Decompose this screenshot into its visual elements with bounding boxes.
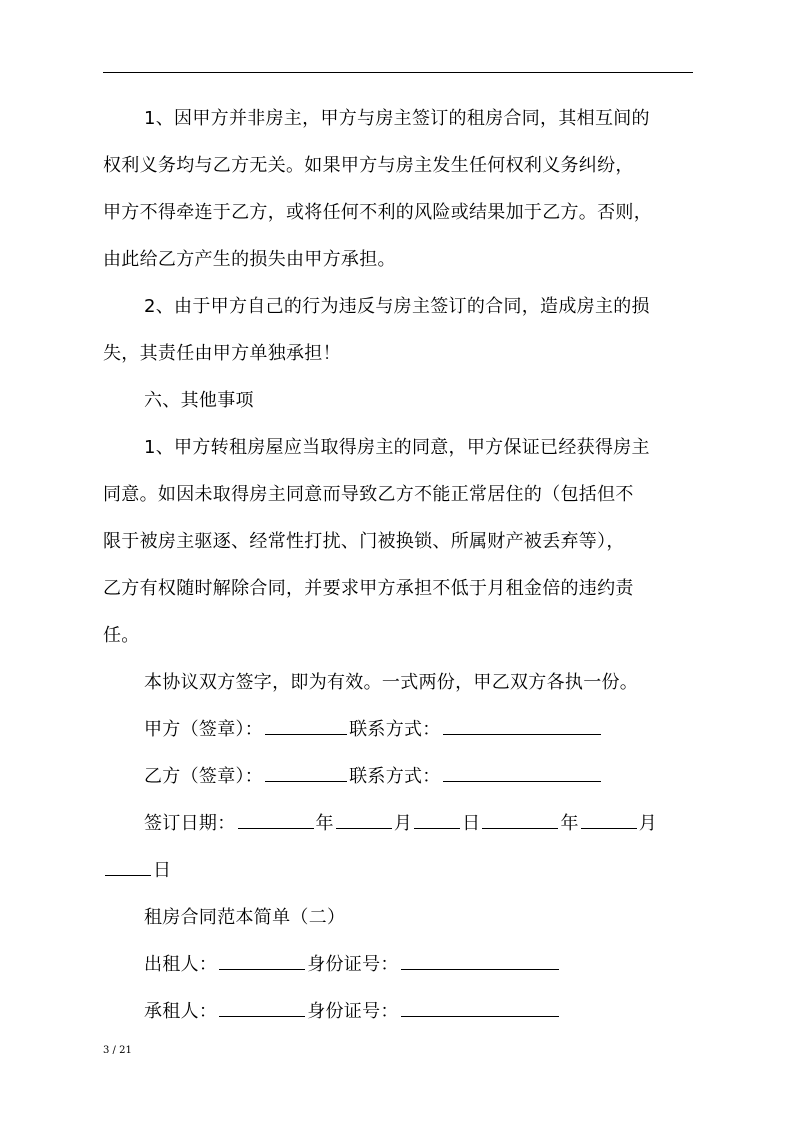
lessee-name-blank[interactable] xyxy=(219,1015,305,1017)
start-day-blank[interactable] xyxy=(414,827,460,829)
signing-date-continued xyxy=(103,847,693,894)
lessee-line xyxy=(103,988,693,1035)
section-6-line-2: 同意。如因未取得房主同意而导致乙方不能正常居住的（包括但不 xyxy=(103,484,634,505)
lessor-line xyxy=(103,941,693,988)
lessee-label: 承租人： xyxy=(144,1001,218,1022)
lessor-name-blank[interactable] xyxy=(219,968,305,970)
section-6-heading: 六、其他事项 xyxy=(144,390,254,411)
end-day-blank[interactable] xyxy=(105,874,151,876)
party-a-signature-line xyxy=(103,706,693,753)
header-rule xyxy=(103,72,693,73)
section-6-line-4: 乙方有权随时解除合同，并要求甲方承担不低于月租金倍的违约责 xyxy=(103,578,634,599)
section-6-line-1: 1、甲方转租房屋应当取得房主的同意，甲方保证已经获得房主 xyxy=(144,437,650,458)
party-a-contact-label: 联系方式： xyxy=(349,719,441,740)
clause-1-line-4: 由此给乙方产生的损失由甲方承担。 xyxy=(103,249,396,270)
section-6-line-3: 限于被房主驱逐、经常性打扰、门被换锁、所属财产被丢弃等）， xyxy=(103,531,625,552)
party-b-label: 乙方（签章）： xyxy=(144,766,264,787)
end-month-label: 月 xyxy=(638,813,658,834)
lessee-id-label: 身份证号： xyxy=(307,1001,399,1022)
end-day-label: 日 xyxy=(153,860,172,881)
clause-2-line-1: 2、由于甲方自己的行为违反与房主签订的合同，造成房主的损 xyxy=(144,296,650,317)
start-month-blank[interactable] xyxy=(336,827,392,829)
end-year-blank[interactable] xyxy=(482,827,558,829)
lessor-id-blank[interactable] xyxy=(401,968,559,970)
lessee-id-blank[interactable] xyxy=(401,1015,559,1017)
contract-2-title: 租房合同范本简单（二） xyxy=(144,907,346,928)
party-b-contact-label: 联系方式： xyxy=(349,766,441,787)
effective-statement: 本协议双方签字，即为有效。一式两份，甲乙双方各执一份。 xyxy=(144,672,639,693)
signing-date-line xyxy=(103,800,693,847)
document-body xyxy=(103,95,693,1035)
start-month-label: 月 xyxy=(393,813,413,834)
clause-2-line-2: 失，其责任由甲方单独承担！ xyxy=(103,343,341,364)
start-year-blank[interactable] xyxy=(238,827,314,829)
end-month-blank[interactable] xyxy=(581,827,637,829)
start-year-label: 年 xyxy=(315,813,334,834)
party-b-contact-blank[interactable] xyxy=(443,780,601,782)
party-b-signature-blank[interactable] xyxy=(265,780,347,782)
end-year-label: 年 xyxy=(560,813,579,834)
date-label: 签订日期： xyxy=(144,813,236,834)
clause-1-line-1: 1、因甲方并非房主，甲方与房主签订的租房合同，其相互间的 xyxy=(144,108,650,129)
page-number: 3 / 21 xyxy=(103,1045,132,1056)
party-a-label: 甲方（签章）： xyxy=(144,719,264,740)
start-day-label: 日 xyxy=(462,813,481,834)
lessor-label: 出租人： xyxy=(144,954,218,975)
party-b-signature-line xyxy=(103,753,693,800)
clause-1-line-3: 甲方不得牵连于乙方，或将任何不利的风险或结果加于乙方。否则， xyxy=(103,202,652,223)
section-6-line-5: 任。 xyxy=(103,625,140,646)
lessor-id-label: 身份证号： xyxy=(307,954,399,975)
clause-1-line-2: 权利义务均与乙方无关。如果甲方与房主发生任何权利义务纠纷， xyxy=(103,155,634,176)
party-a-signature-blank[interactable] xyxy=(265,733,347,735)
party-a-contact-blank[interactable] xyxy=(443,733,601,735)
